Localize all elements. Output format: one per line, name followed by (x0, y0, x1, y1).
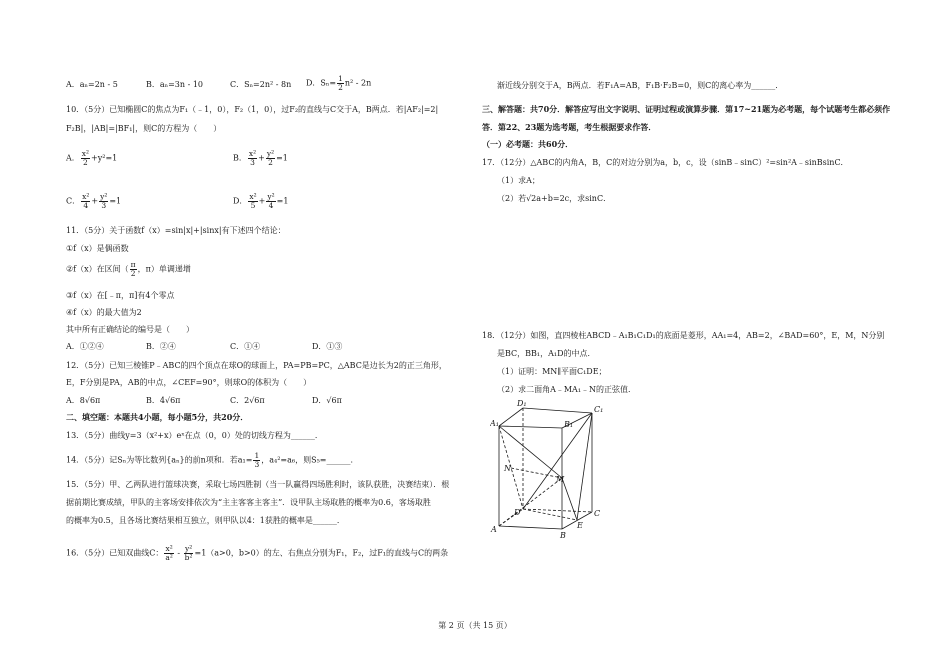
label-c: C (594, 509, 601, 518)
q12-stem-line2: E，F分别是PA，AB的中点，∠CEF=90°，则球O的体积为（ ） (66, 378, 312, 387)
q12-stem-line1: 12．（5分）已知三棱锥P﹣ABC的四个顶点在球O的球面上，PA=PB=PC，△ABC是边长为2的正三角形， (66, 361, 447, 370)
q16-continuation: 渐近线分别交于A，B两点．若F₁A=AB，F₁B·F₂B=0，则C的离心率为______． (497, 81, 784, 90)
q9-option-d (306, 75, 371, 92)
prism-figure (490, 398, 620, 540)
q10-option-a: A． $\frac{\text{x²}}{2}$ +y²=1 (66, 149, 118, 167)
label-a1: A₁ (490, 419, 499, 428)
label-a: A (491, 525, 497, 534)
q12-option-a: A．8√6π (66, 396, 101, 405)
q10-stem-line2: F₂B|，|AB|=|BF₁|，则C的方程为（ ） (66, 124, 222, 133)
q14: 14．（5分）记Sₙ为等比数列{aₙ}的前n项和．若a₁= $\frac{1}{3}$ ，a₄²=a₆，则S₅=______． (66, 451, 359, 469)
q11-stem: 11．（5分）关于函数f（x）=sin|x|+|sinx|有下述四个结论： (66, 226, 286, 235)
q11-option-c: C．①④ (230, 342, 261, 351)
q18-part1: （1）证明：MN∥平面C₁DE； (497, 367, 607, 376)
subsection-title: （一）必考题：共60分． (482, 139, 574, 149)
q17-part2: （2）若√2a+b=2c，求sinC． (497, 194, 612, 203)
q11-option-a: A．①②④ (66, 342, 104, 351)
q10-option-d: D． $\frac{\text{x²}}{5}$ + $\frac{\text{y²}}{4}$ =1 (233, 192, 289, 210)
q18-part2: （2）求二面角A﹣MA₁﹣N的正弦值． (497, 385, 637, 394)
q13: 13．（5分）曲线y=3（x²+x）eˣ在点（0，0）处的切线方程为______． (66, 431, 323, 440)
page-footer: 第 2 页（共 15 页） (438, 621, 512, 630)
q17-stem: 17．（12分）△ABC的内角A，B，C的对边分别为a，b，c，设（sinB﹣sinC）²=sin²A﹣sinBsinC． (482, 158, 849, 167)
q12-option-b: B．4√6π (146, 396, 181, 405)
q11-statement-2: ②f（x）在区间（ $\frac{\pi}{2}$ ，π）单调递增 (66, 260, 191, 278)
label-d: D (514, 508, 521, 517)
q15-line2: 据前期比赛成绩，甲队的主客场安排依次为“主主客客主客主”．设甲队主场取胜的概率为0.6，客场取胜 (66, 498, 431, 507)
label-e: E (577, 521, 583, 530)
q12-option-d: D．√6π (312, 396, 342, 405)
q12-option-c: C．2√6π (230, 396, 265, 405)
q11-statement-1: ①f（x）是偶函数 (66, 244, 129, 253)
label-n: N (504, 464, 511, 473)
q16-stem: 16．（5分）已知双曲线C： $\frac{\text{x²}}{\text{a²}}$ - $\frac{\text{y²}}{\text{b²}}$ =1（a>0，b>0）的左、右焦点分别为F₁，F₂，过F₁的直线与C的两条 (66, 544, 449, 562)
q11-option-d: D．①③ (312, 342, 343, 351)
q11-question: 其中所有正确结论的编号是（ ） (66, 325, 194, 334)
q9-d-fraction: $\frac{1}{2}$ (338, 74, 343, 92)
q9-option-c: C．Sₙ=2n² - 8n (230, 80, 292, 89)
q11-option-b: B．②④ (146, 342, 176, 351)
label-b1: B₁ (564, 420, 574, 429)
q11-statement-4: ④f（x）的最大值为2 (66, 308, 142, 317)
q15-line3: 的概率为0.5，且各场比赛结果相互独立，则甲队以4：1获胜的概率是______． (66, 516, 345, 525)
label-b: B (560, 531, 566, 540)
q9-option-b: B．aₙ=3n - 10 (146, 80, 204, 89)
label-m: M (556, 475, 565, 484)
edge-a1-d1 (499, 408, 523, 426)
q17-part1: （1）求A； (497, 176, 540, 185)
q10-option-c: C． $\frac{\text{x²}}{4}$ + $\frac{\text{y²}}{3}$ =1 (66, 192, 122, 210)
q15-line1: 15．（5分）甲、乙两队进行篮球决赛，采取七场四胜制（当一队赢得四场胜利时，该队获胜，决赛结束）．根 (66, 480, 450, 489)
section2-title: 二、填空题：本题共4小题，每小题5分，共20分． (66, 412, 249, 422)
q9-option-d-label: D．Sₙ= (306, 78, 337, 88)
label-d1: D₁ (517, 399, 527, 408)
q10-option-b: B． $\frac{\text{x²}}{3}$ + $\frac{\text{y²}}{2}$ =1 (233, 149, 288, 167)
q9-option-a: A．aₙ=2n - 5 (66, 80, 118, 89)
q18-stem-line2: 是BC，BB₁，A₁D的中点． (497, 349, 596, 358)
q18-stem-line1: 18．（12分）如图，直四棱柱ABCD﹣A₁B₁C₁D₁的底面是菱形，AA₁=4，AB=2，∠BAD=60°，E，M，N分别 (482, 331, 885, 340)
q9-option-d-tail: n² - 2n (344, 78, 372, 88)
label-c1: C₁ (594, 405, 604, 414)
section3-line2: 答．第22、23题为选考题，考生根据要求作答． (482, 122, 657, 132)
q11-statement-3: ③f（x）在[﹣π，π]有4个零点 (66, 291, 175, 300)
section3-line1: 三、解答题：共70分．解答应写出文字说明、证明过程或演算步骤．第17~21题为必考题，每个试题考生都必须作 (482, 104, 891, 114)
q10-stem-line1: 10．（5分）已知椭圆C的焦点为F₁（﹣1，0），F₂（1，0），过F₂的直线与C交于A，B两点．若|AF₂|=2| (66, 105, 439, 114)
